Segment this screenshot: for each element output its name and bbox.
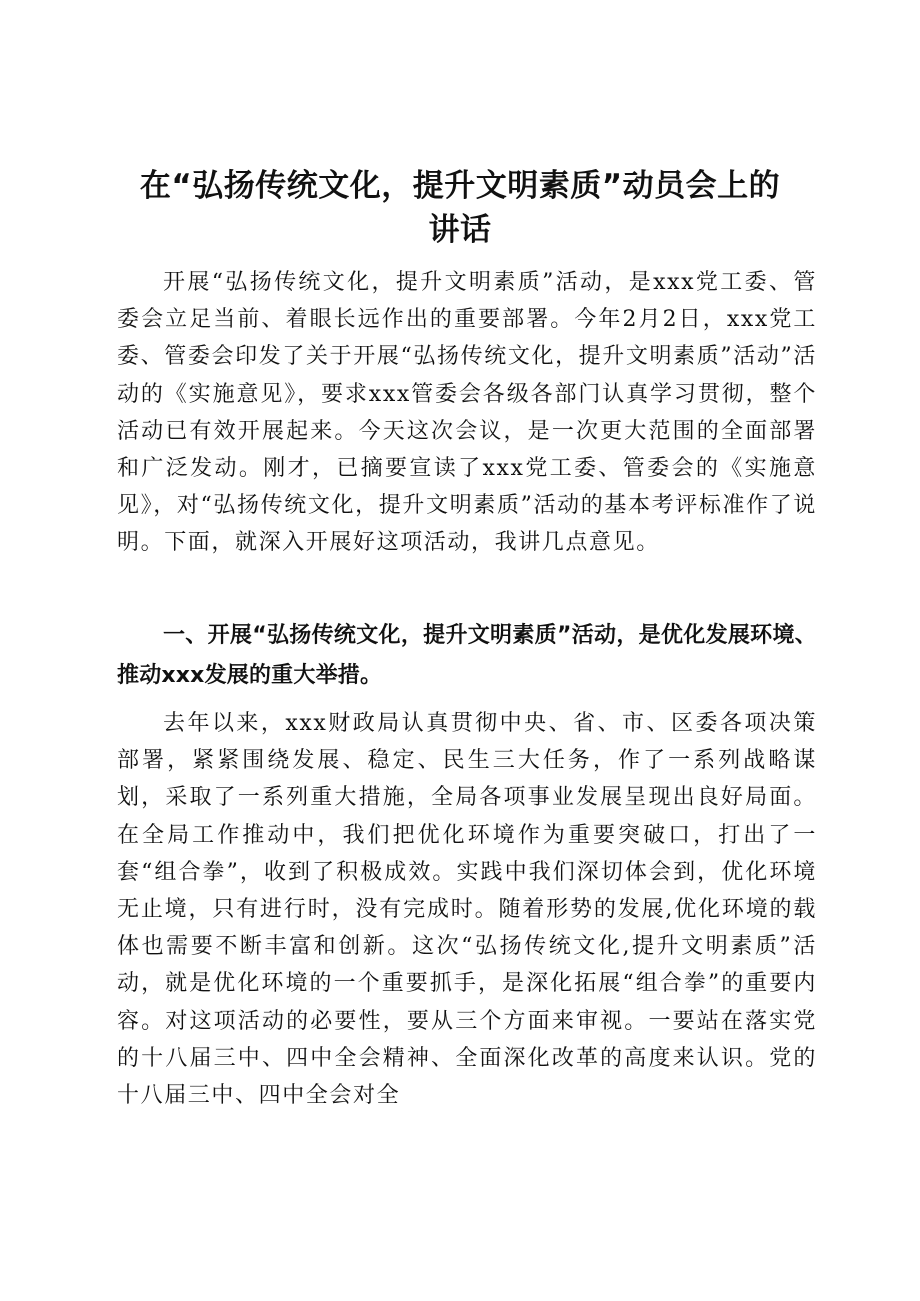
title-line-1: 在“弘扬传统文化，提升文明素质”动员会上的 bbox=[139, 168, 781, 204]
title-line-2: 讲话 bbox=[428, 212, 492, 248]
body-paragraph-1: 开展“弘扬传统文化，提升文明素质”活动，是xxx党工委、管委会立足当前、着眼长远作出的重要部署。今年2月2日，xxx党工委、管委会印发了关于开展“弘扬传统文化，提升文明素质”活动”活动的《实施意见》，要求xxx管委会各级各部门认真学习贯彻，整个活动已有效开展起来。今天这次会议，是一次更大范围的全面部署和广泛发动。刚才，已摘要宣读了xxx党工委、管委会的《实施意见》，对“弘扬传统文化，提升文明素质”活动的基本考评标准作了说明。下面，就深入开展好这项活动，我讲几点意见。 bbox=[117, 270, 817, 556]
body-paragraph-2: 去年以来，xxx财政局认真贯彻中央、省、市、区委各项决策部署，紧紧围绕发展、稳定、民生三大任务，作了一系列战略谋划，采取了一系列重大措施，全局各项事业发展呈现出良好局面。在全局工作推动中，我们把优化环境作为重要突破口，打出了一套“组合拳”，收到了积极成效。实践中我们深切体会到，优化环境无止境，只有进行时，没有完成时。随着形势的发展,优化环境的载体也需要不断丰富和创新。这次“弘扬传统文化,提升文明素质”活动，就是优化环境的一个重要抓手，是深化拓展“组合拳”的重要内容。对这项活动的必要性，要从三个方面来审视。一要站在落实党的十八届三中、四中全会精神、全面深化改革的高度来认识。党的十八届三中、四中全会对全 bbox=[117, 711, 817, 1109]
section-heading-1: 一、开展“弘扬传统文化，提升文明素质”活动，是优化发展环境、推动xxx发展的重大举措。 bbox=[117, 623, 817, 688]
document-title bbox=[90, 164, 830, 252]
